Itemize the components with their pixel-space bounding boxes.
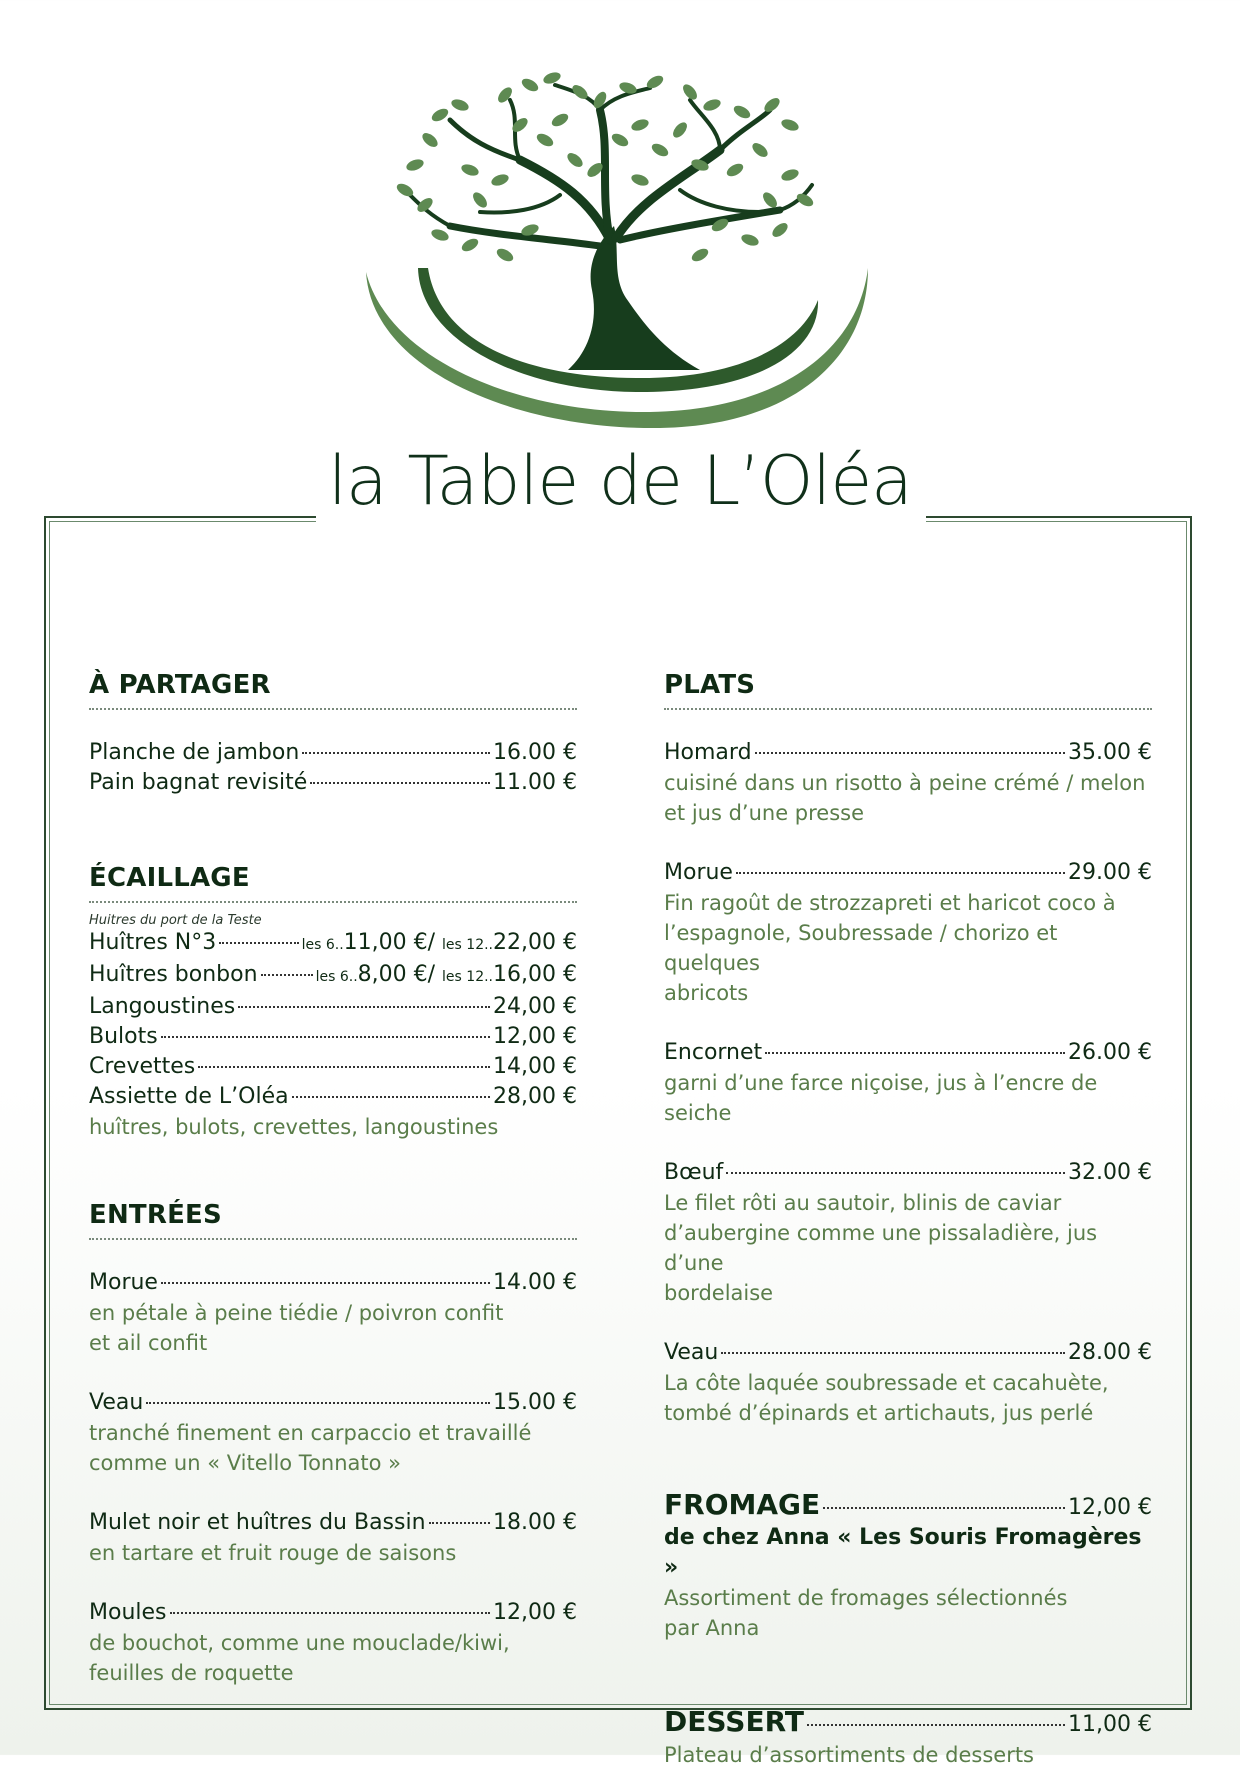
section-title-entrees: ENTRÉES	[89, 1200, 577, 1240]
leader-dots	[823, 1507, 1065, 1509]
leader-dots	[726, 1172, 1065, 1174]
item-price: 15.00 €	[493, 1390, 577, 1415]
right-column	[664, 670, 1152, 1770]
leader-dots	[146, 1402, 490, 1404]
item-description: cuisiné dans un risotto à peine crémé / melon	[664, 771, 1146, 795]
leader-dots	[292, 1096, 490, 1098]
qty-label: les 6..	[315, 969, 358, 985]
leader-dots	[261, 974, 313, 976]
leader-dots	[755, 752, 1065, 754]
section-title-ecaillage: ÉCAILLAGE	[89, 863, 577, 903]
qty-label: les 6..	[301, 937, 344, 953]
item-description: Assortiment de fromages sélectionnés	[664, 1586, 1068, 1610]
leader-dots	[161, 1282, 490, 1284]
menu-item	[664, 1158, 1152, 1188]
menu-item	[664, 858, 1152, 888]
item-price: 28.00 €	[1068, 1340, 1152, 1365]
item-price: 29.00 €	[1068, 860, 1152, 885]
item-price: 28,00 €	[493, 1084, 577, 1109]
section-title-partager: À PARTAGER	[89, 670, 577, 710]
leader-dots	[736, 872, 1065, 874]
item-name: Homard	[664, 740, 752, 765]
item-name: Assiette de L’Oléa	[89, 1084, 289, 1109]
item-description: par Anna	[664, 1616, 760, 1640]
item-description: seiche	[664, 1101, 732, 1125]
ecaillage-note: Huitres du port de la Teste	[89, 913, 262, 928]
item-description: garni d’une farce niçoise, jus à l’encre de	[664, 1071, 1098, 1095]
item-price: 11.00 €	[493, 770, 577, 795]
item-description: Plateau d’assortiments de desserts	[664, 1743, 1035, 1767]
section-title-dessert: DESSERT	[664, 1705, 804, 1738]
leader-dots	[198, 1066, 490, 1068]
item-description: tombé d’épinards et artichauts, jus perlé	[664, 1401, 1094, 1425]
item-price: 26.00 €	[1068, 1040, 1152, 1065]
item-name: Moules	[89, 1600, 167, 1625]
leader-dots	[161, 1036, 490, 1038]
item-description: l’espagnole, Soubressade / chorizo et quelques	[664, 921, 1058, 975]
leader-dots	[302, 752, 490, 754]
item-description: de bouchot, comme une mouclade/kiwi,	[89, 1631, 510, 1655]
menu-item	[89, 1082, 577, 1112]
menu-item	[89, 738, 577, 768]
menu-item	[89, 1268, 577, 1298]
restaurant-title: la Table de L’Oléa	[328, 442, 912, 521]
item-description: et jus d’une presse	[664, 801, 865, 825]
item-name: Morue	[664, 860, 733, 885]
item-name: Planche de jambon	[89, 740, 300, 765]
item-description: bordelaise	[664, 1281, 774, 1305]
leader-dots	[765, 1052, 1065, 1054]
menu-item	[89, 1598, 577, 1628]
item-price: 18.00 €	[493, 1510, 577, 1535]
item-name: Mulet noir et huîtres du Bassin	[89, 1510, 426, 1535]
price-6: 11,00 €/	[343, 930, 436, 955]
leader-dots	[310, 782, 490, 784]
section-title-plats: PLATS	[664, 670, 1152, 710]
item-price: 16.00 €	[493, 740, 577, 765]
item-description: d’aubergine comme une pissaladière, jus d’une	[664, 1221, 1098, 1275]
item-description: comme un « Vitello Tonnato »	[89, 1451, 402, 1475]
item-price: 14.00 €	[493, 1270, 577, 1295]
item-name: Morue	[89, 1270, 158, 1295]
menu-item	[664, 1038, 1152, 1068]
fromage-subtitle: de chez Anna « Les Souris Fromagères »	[664, 1525, 1142, 1580]
menu-item	[89, 1508, 577, 1538]
item-price: 12,00 €	[493, 1600, 577, 1625]
fromage-row	[664, 1490, 1152, 1523]
price-6: 8,00 €/	[357, 962, 436, 987]
price-12: 16,00 €	[493, 962, 577, 987]
leader-dots	[721, 1352, 1065, 1354]
item-name: Pain bagnat revisité	[89, 770, 308, 795]
item-price: 24,00 €	[493, 994, 577, 1019]
menu-item	[89, 992, 577, 1022]
item-price: 14,00 €	[493, 1054, 577, 1079]
item-description: en tartare et fruit rouge de saisons	[89, 1541, 457, 1565]
item-description: et ail confit	[89, 1331, 208, 1355]
leader-dots	[219, 942, 298, 944]
item-description: La côte laquée soubressade et cacahuète,	[664, 1371, 1109, 1395]
left-column	[89, 670, 577, 1688]
item-name: Veau	[89, 1390, 144, 1415]
menu-item	[89, 1388, 577, 1418]
item-description: Le filet rôti au sautoir, blinis de caviar	[664, 1191, 1062, 1215]
item-name: Huîtres N°3	[89, 930, 217, 955]
item-price	[302, 928, 577, 960]
menu-item	[89, 768, 577, 798]
menu-item	[89, 1052, 577, 1082]
item-name: Veau	[664, 1340, 719, 1365]
item-description: abricots	[664, 981, 749, 1005]
item-price: 12,00 €	[493, 1024, 577, 1049]
item-price: 32.00 €	[1068, 1160, 1152, 1185]
leader-dots	[429, 1522, 490, 1524]
qty-label: les 12..	[442, 937, 494, 953]
item-price: 12,00 €	[1068, 1495, 1152, 1520]
price-12: 22,00 €	[493, 930, 577, 955]
section-title-fromage: FROMAGE	[664, 1488, 821, 1521]
item-price	[316, 960, 577, 992]
item-name: Bulots	[89, 1024, 158, 1049]
menu-item	[664, 1338, 1152, 1368]
leader-dots	[807, 1724, 1065, 1726]
item-description: huîtres, bulots, crevettes, langoustines	[89, 1115, 499, 1139]
item-name: Encornet	[664, 1040, 763, 1065]
menu-item	[89, 960, 577, 992]
item-name: Huîtres bonbon	[89, 962, 258, 987]
item-description: tranché finement en carpaccio et travaillé	[89, 1421, 532, 1445]
dessert-row	[664, 1707, 1152, 1740]
olive-tree-logo	[0, 0, 1240, 450]
item-price: 35.00 €	[1068, 740, 1152, 765]
item-description: en pétale à peine tiédie / poivron confit	[89, 1301, 504, 1325]
item-price: 11,00 €	[1068, 1712, 1152, 1737]
item-name: Langoustines	[89, 994, 236, 1019]
menu-item	[89, 1022, 577, 1052]
qty-label: les 12..	[442, 969, 494, 985]
item-description: feuilles de roquette	[89, 1661, 294, 1685]
item-name: Crevettes	[89, 1054, 196, 1079]
menu-item	[664, 738, 1152, 768]
item-name: Bœuf	[664, 1160, 724, 1185]
item-description: Fin ragoût de strozzapreti et haricot coco à	[664, 891, 1116, 915]
leader-dots	[238, 1006, 490, 1008]
menu-item	[89, 928, 577, 960]
leader-dots	[170, 1612, 491, 1614]
